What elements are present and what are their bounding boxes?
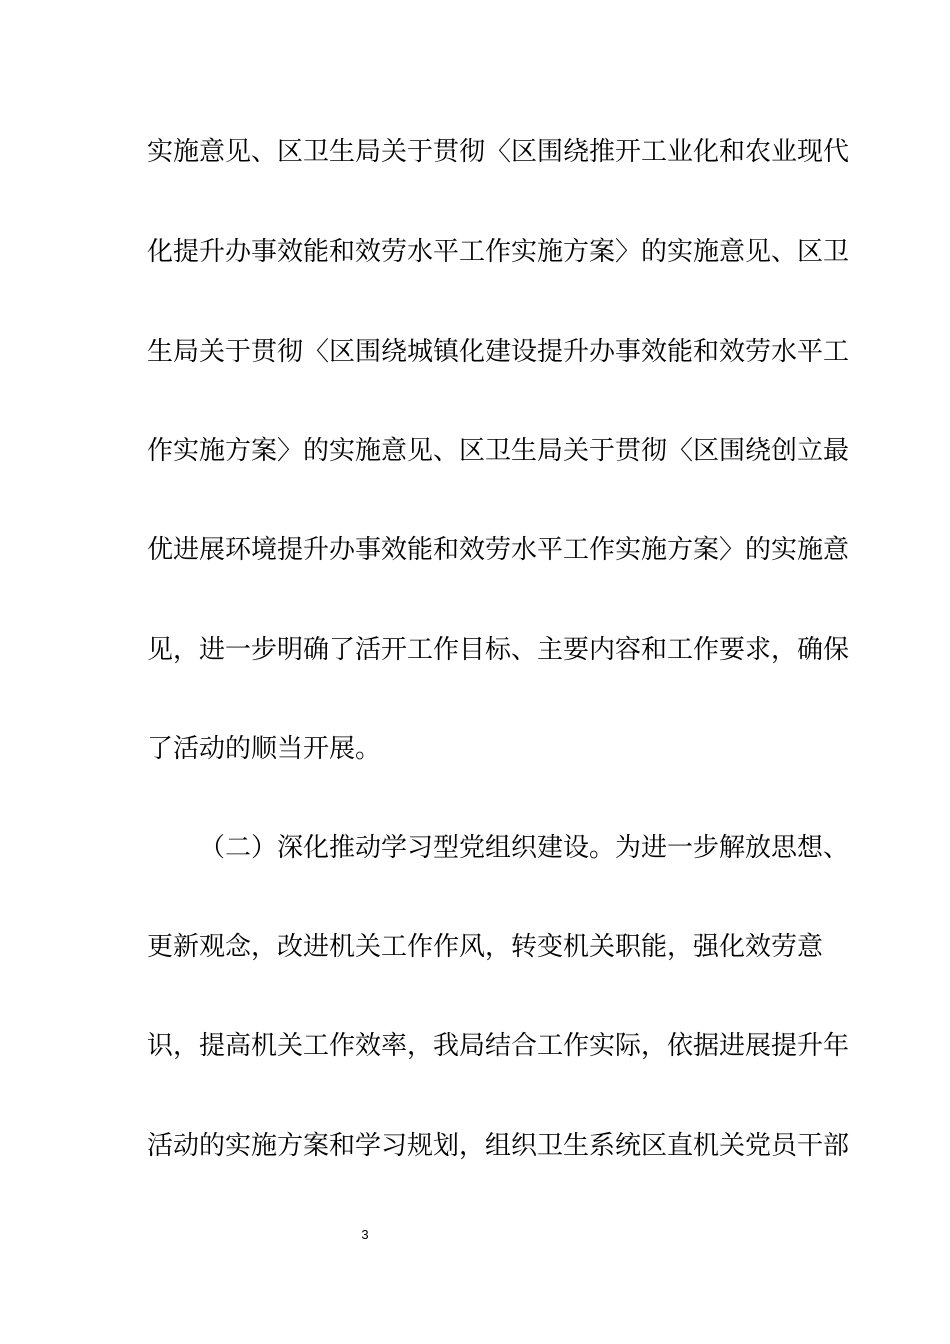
text-line: 活动的实施方案和学习规划，组织卫生系统区直机关党员干部 [147,1131,850,1161]
text-line: （二）深化推动学习型党组织建设。为进一步解放思想、 [199,833,850,863]
text-line: 识，提高机关工作效率，我局结合工作实际，依据进展提升年 [147,1031,850,1061]
page-number: 3 [361,1227,369,1242]
text-line: 作实施方案〉的实施意见、区卫生局关于贯彻〈区围绕创立最 [147,436,850,466]
text-line: 优进展环境提升办事效能和效劳水平工作实施方案〉的实施意 [147,535,850,565]
text-line: 化提升办事效能和效劳水平工作实施方案〉的实施意见、区卫 [147,237,850,267]
text-line: 更新观念，改进机关工作作风，转变机关职能，强化效劳意 [147,932,824,962]
text-line: 见，进一步明确了活开工作目标、主要内容和工作要求，确保 [147,635,850,665]
text-line: 实施意见、区卫生局关于贯彻〈区围绕推开工业化和农业现代 [147,137,850,167]
text-line: 了活动的顺当开展。 [147,734,382,764]
text-line: 生局关于贯彻〈区围绕城镇化建设提升办事效能和效劳水平工 [147,337,850,367]
